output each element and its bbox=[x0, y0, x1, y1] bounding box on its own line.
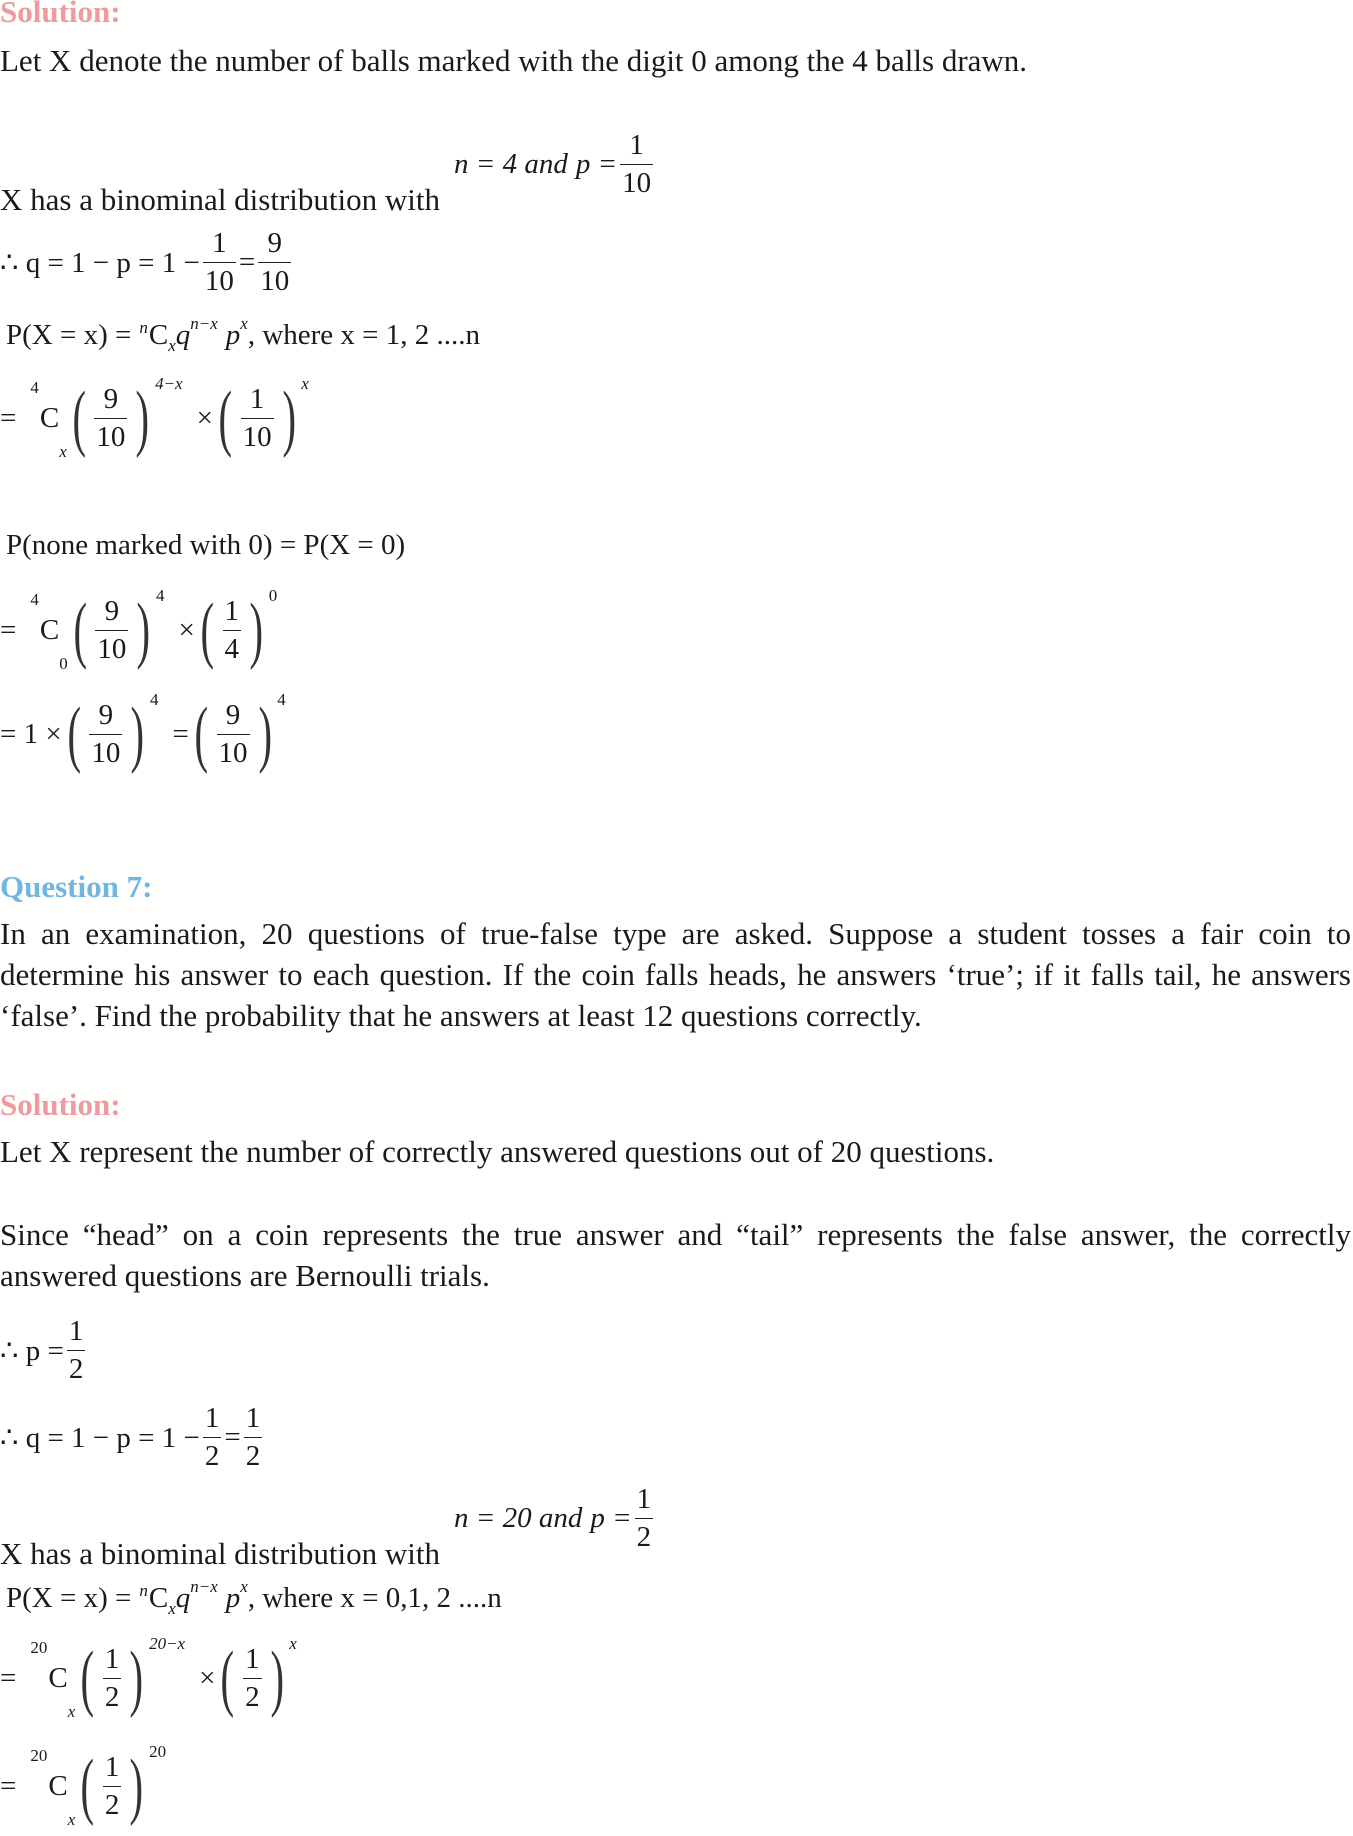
binomial-text: X has a binominal distribution with bbox=[0, 182, 440, 217]
solution-intro: Let X represent the number of correctly answered questions out of 20 questions. bbox=[0, 1134, 995, 1169]
p-label: p = bbox=[575, 148, 618, 180]
n-expression: n = 4 and bbox=[454, 148, 568, 180]
binomial-params bbox=[454, 131, 656, 198]
step-final: = 1 × ( $\frac{9}{10}$ ) 4 = ( $\frac{9}{10}$ ) 4 bbox=[0, 690, 286, 775]
pmf-equation: P(X = x) = n C x q n−x p x , where x = 0,1, 2 ....n bbox=[6, 1577, 502, 1618]
question-heading: Question 7: bbox=[0, 869, 153, 904]
q-equation: ∴ q = 1 − p = 1 − $\frac{1}{10}$ = $\frac{9}{10}$ bbox=[0, 226, 290, 297]
binomial-line bbox=[0, 1484, 656, 1574]
q-equation: ∴ q = 1 − p = 1 − $\frac{1}{2}$ = $\frac{1}{2}$ bbox=[0, 1401, 261, 1472]
none-marked-line: P(none marked with 0) = P(X = 0) bbox=[6, 528, 406, 561]
solution-intro: Let X denote the number of balls marked with the digit 0 among the 4 balls drawn. bbox=[0, 43, 1028, 78]
binomial-params: n = 20 and p = $\frac{1}{2}$ bbox=[454, 1483, 652, 1553]
step-20cx: = 20 C x ( $\frac{1}{2}$ ) 20−x × ( $\frac{1}{2}$ ) x bbox=[0, 1634, 297, 1721]
solution-heading: Solution: bbox=[0, 1087, 121, 1122]
step-20cx-power: = 20 C x ( $\frac{1}{2}$ ) 20 bbox=[0, 1742, 167, 1829]
solution-heading: Solution: bbox=[0, 0, 121, 29]
q-prefix: ∴ q = 1 − p = 1 − bbox=[0, 246, 200, 279]
question-text: In an examination, 20 questions of true-false type are asked. Suppose a student tosses a fair coin to determine his answer to each question. If the coin falls heads, he answers ‘true’; if it falls tail, he answers ‘false’. Find the probability that he answers at least 12 questions correctly. bbox=[0, 916, 1351, 1033]
binomial-line bbox=[0, 130, 656, 220]
p-equation: ∴ p = $\frac{1}{2}$ bbox=[0, 1314, 84, 1385]
pmf-equation: P(X = x) = n C x q n−x p x , where x = 1, 2 ....n bbox=[6, 314, 481, 355]
step-4cx: = 4 C x ( $\frac{9}{10}$ ) 4−x × ( $\frac{1}{10}$ ) x bbox=[0, 374, 309, 461]
p-fraction: $\frac{1}{10}$ bbox=[622, 129, 652, 199]
binomial-text: X has a binominal distribution with bbox=[0, 1536, 440, 1571]
step-4c0: = 4 C 0 ( $\frac{9}{10}$ ) 4 × ( $\frac{1}{4}$ ) 0 bbox=[0, 586, 278, 673]
bernoulli-text: Since “head” on a coin represents the true answer and “tail” represents the false answer, the correctly answered questions are Bernoulli trials. bbox=[0, 1217, 1351, 1293]
